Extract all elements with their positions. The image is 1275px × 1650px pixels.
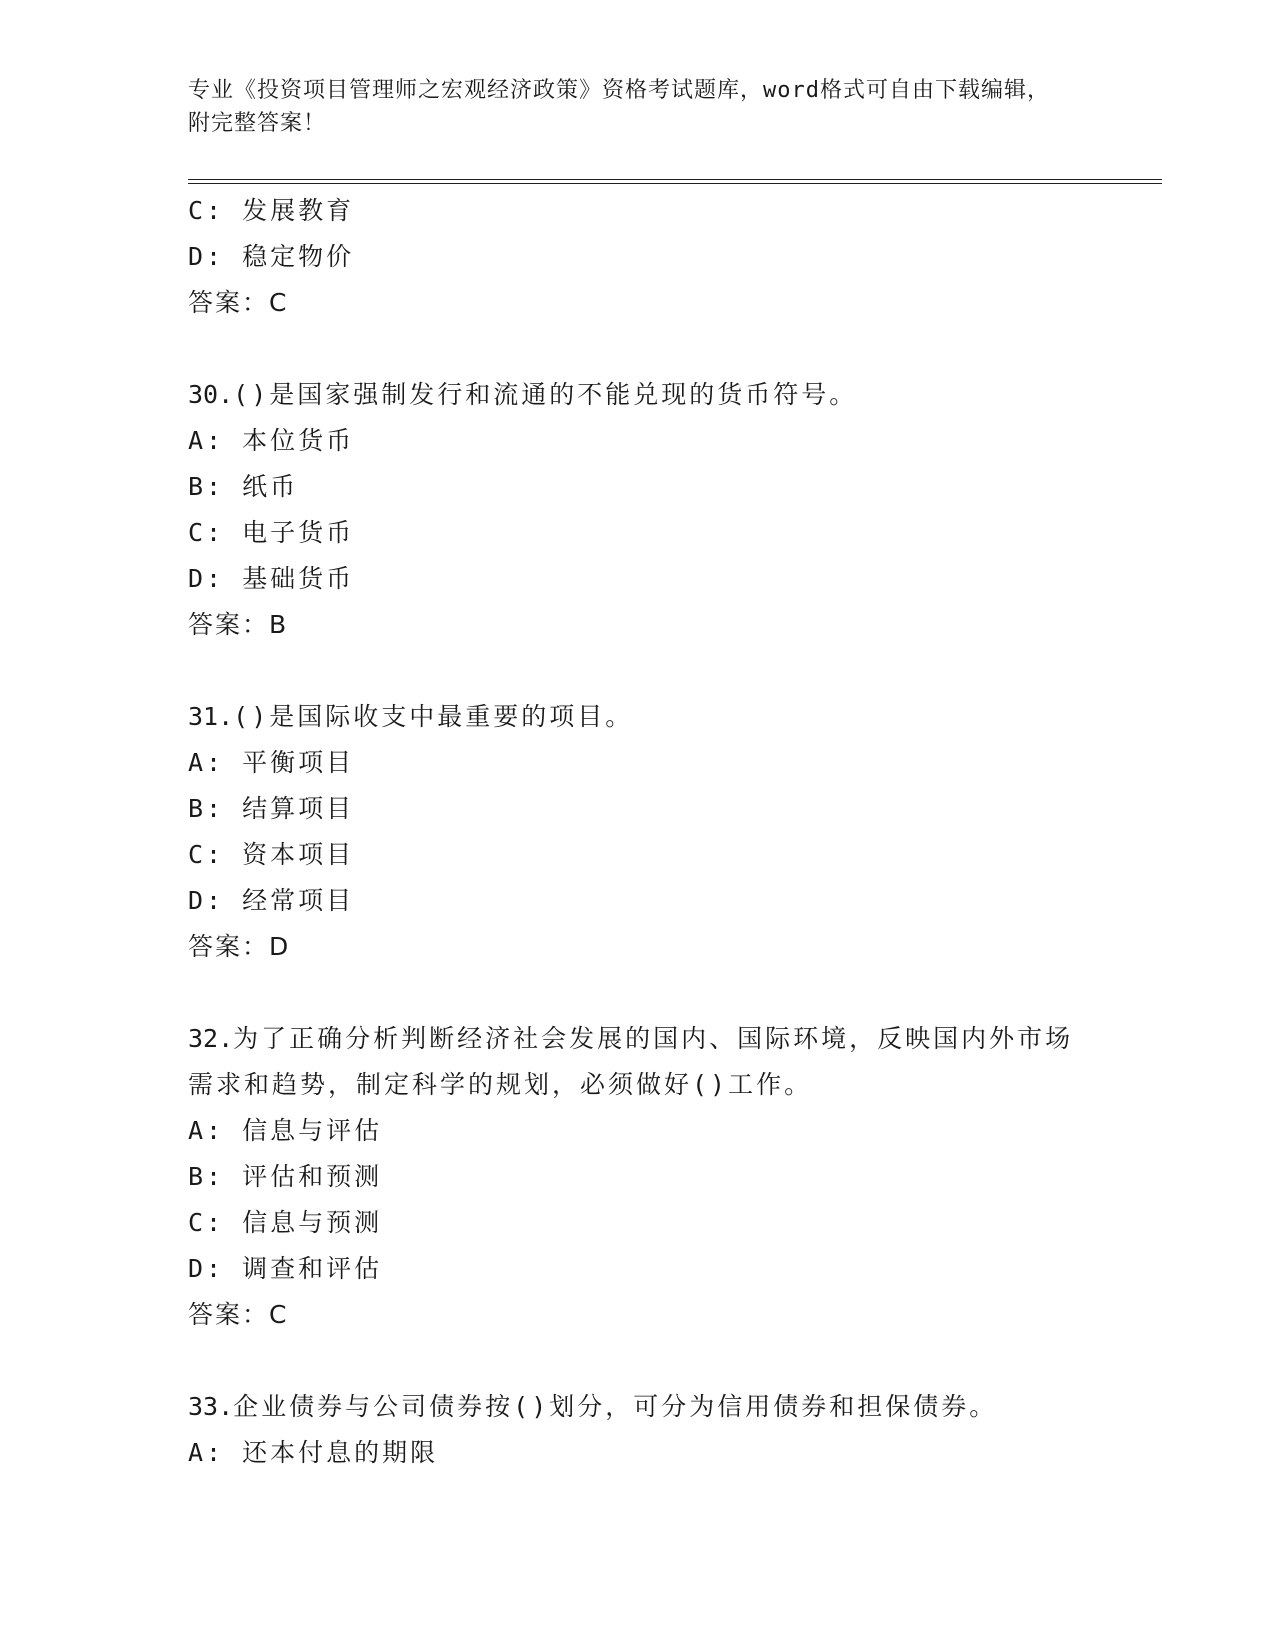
- option-c: C: 电子货币: [188, 518, 355, 547]
- option-d: D: 稳定物价: [188, 242, 355, 271]
- question-30: [188, 372, 1088, 648]
- question-list: [188, 188, 1088, 1476]
- question-29-continuation: [188, 188, 1088, 326]
- question-number: 33.: [188, 1392, 234, 1421]
- option-a: A: 还本付息的期限: [188, 1438, 439, 1467]
- question-33: [188, 1384, 1088, 1476]
- document-header: [188, 74, 1068, 140]
- question-31: [188, 694, 1088, 970]
- answer-line: 答案：C: [188, 288, 289, 317]
- header-divider: [188, 179, 1162, 184]
- option-d: D: 经常项目: [188, 886, 355, 915]
- answer-line: 答案：B: [188, 610, 289, 639]
- option-b: B: 纸币: [188, 472, 299, 501]
- question-stem: 31.()是国际收支中最重要的项目。: [188, 702, 634, 731]
- answer-line: 答案：C: [188, 1300, 289, 1329]
- question-32: [188, 1016, 1088, 1338]
- answer-line: 答案：D: [188, 932, 291, 961]
- question-stem: 33.企业债券与公司债券按()划分，可分为信用债券和担保债券。: [188, 1392, 998, 1421]
- option-d: D: 基础货币: [188, 564, 355, 593]
- header-text: 专业《投资项目管理师之宏观经济政策》资格考试题库，word格式可自由下载编辑，附完整答案！: [188, 78, 1050, 136]
- option-c: C: 信息与预测: [188, 1208, 383, 1237]
- option-a: A: 本位货币: [188, 426, 355, 455]
- question-number: 31.: [188, 702, 234, 731]
- option-a: A: 信息与评估: [188, 1116, 383, 1145]
- option-b: B: 评估和预测: [188, 1162, 383, 1191]
- option-b: B: 结算项目: [188, 794, 355, 823]
- option-d: D: 调查和评估: [188, 1254, 383, 1283]
- option-c: C: 发展教育: [188, 196, 355, 225]
- question-number: 30.: [188, 380, 234, 409]
- question-number: 32.: [188, 1024, 234, 1053]
- question-stem: 32.为了正确分析判断经济社会发展的国内、国际环境，反映国内外市场需求和趋势，制定科学的规划，必须做好()工作。: [188, 1024, 1074, 1099]
- option-c: C: 资本项目: [188, 840, 355, 869]
- option-a: A: 平衡项目: [188, 748, 355, 777]
- question-stem: 30.()是国家强制发行和流通的不能兑现的货币符号。: [188, 380, 858, 409]
